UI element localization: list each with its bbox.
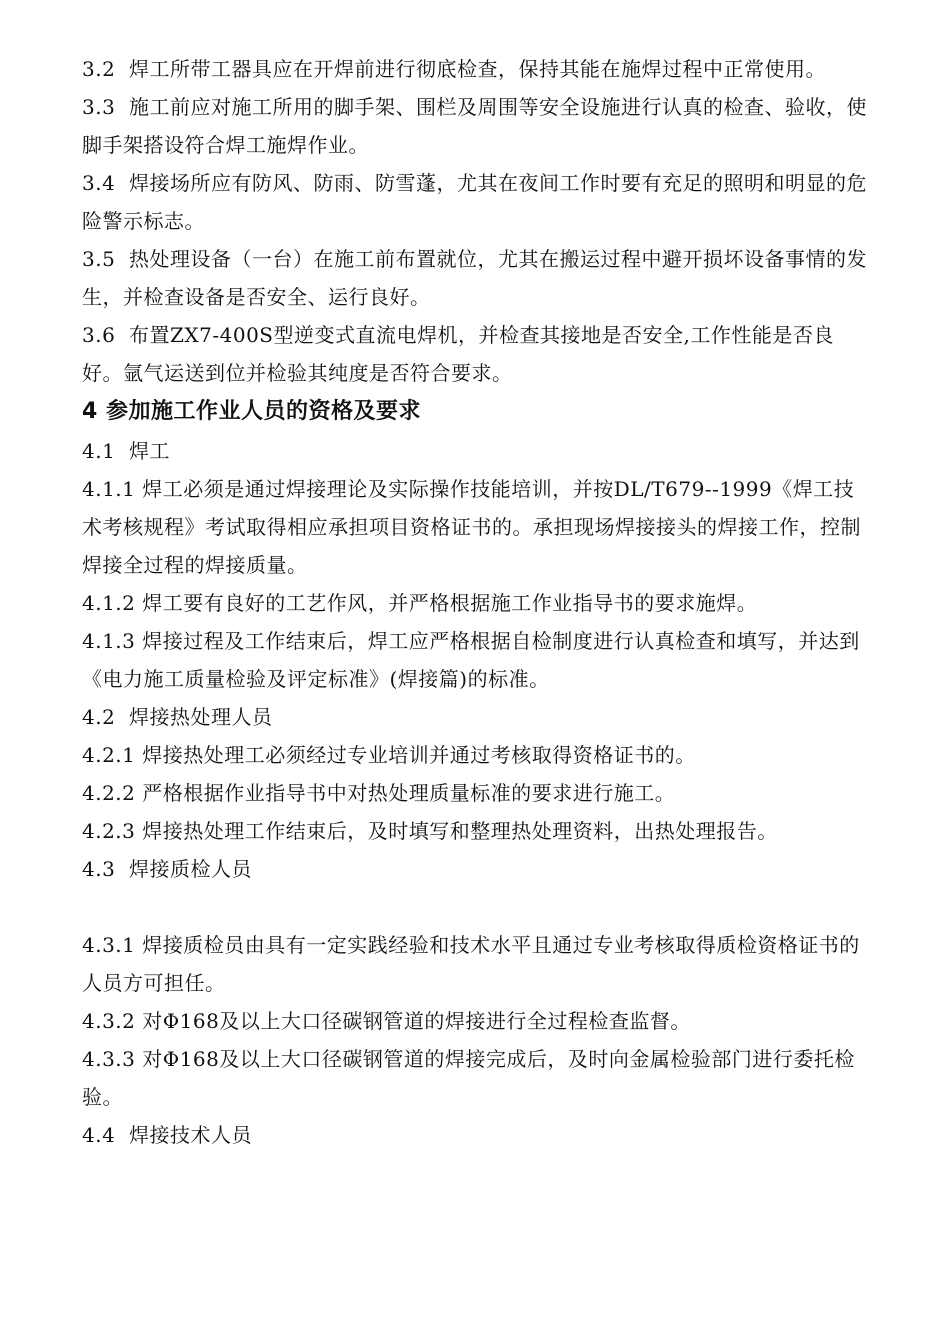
item-4-4: 4.4 焊接技术人员 [82, 1123, 253, 1147]
item-4-3-1: 4.3.1 焊接质检员由具有一定实践经验和技术水平且通过专业考核取得质检资格证书的人员方可担任。 [82, 933, 860, 995]
item-4-3-3: 4.3.3 对Φ168及以上大口径碳钢管道的焊接完成后，及时向金属检验部门进行委托检验。 [82, 1047, 855, 1109]
paragraph-3-5: 3.5 热处理设备（一台）在施工前布置就位，尤其在搬运过程中避开损坏设备事情的发生，并检查设备是否安全、运行良好。 [82, 247, 868, 309]
item-4-2-3: 4.2.3 焊接热处理工作结束后，及时填写和整理热处理资料，出热处理报告。 [82, 819, 778, 843]
item-4-3: 4.3 焊接质检人员 [82, 857, 253, 881]
item-4-3-2: 4.3.2 对Φ168及以上大口径碳钢管道的焊接进行全过程检查监督。 [82, 1009, 691, 1033]
paragraph-3-4: 3.4 焊接场所应有防风、防雨、防雪蓬，尤其在夜间工作时要有充足的照明和明显的危险警示标志。 [82, 171, 868, 233]
item-4-1-2: 4.1.2 焊工要有良好的工艺作风，并严格根据施工作业指导书的要求施焊。 [82, 591, 758, 615]
item-4-2-1: 4.2.1 焊接热处理工必须经过专业培训并通过考核取得资格证书的。 [82, 743, 696, 767]
paragraph-3-2: 3.2 焊工所带工器具应在开焊前进行彻底检查，保持其能在施焊过程中正常使用。 [82, 57, 827, 81]
item-4-1: 4.1 焊工 [82, 439, 171, 463]
item-4-1-3: 4.1.3 焊接过程及工作结束后，焊工应严格根据自检制度进行认真检查和填写，并达到《电力施工质量检验及评定标准》(焊接篇)的标准。 [82, 629, 860, 691]
paragraph-3-6: 3.6 布置ZX7-400S型逆变式直流电焊机，并检查其接地是否安全,工作性能是否良好。氩气运送到位并检验其纯度是否符合要求。 [82, 323, 834, 385]
paragraph-3-3: 3.3 施工前应对施工所用的脚手架、围栏及周围等安全设施进行认真的检查、验收，使脚手架搭设符合焊工施焊作业。 [82, 95, 868, 157]
item-4-2-2: 4.2.2 严格根据作业指导书中对热处理质量标准的要求进行施工。 [82, 781, 676, 805]
paragraph-gap [82, 888, 872, 926]
item-4-2: 4.2 焊接热处理人员 [82, 705, 273, 729]
section-4-heading: 4 参加施工作业人员的资格及要求 [82, 399, 421, 424]
item-4-1-1: 4.1.1 焊工必须是通过焊接理论及实际操作技能培训，并按DL/T679--1999《焊工技术考核规程》考试取得相应承担项目资格证书的。承担现场焊接接头的焊接工作，控制焊接全过程的焊接质量。 [82, 477, 861, 577]
document-page [82, 50, 872, 1154]
